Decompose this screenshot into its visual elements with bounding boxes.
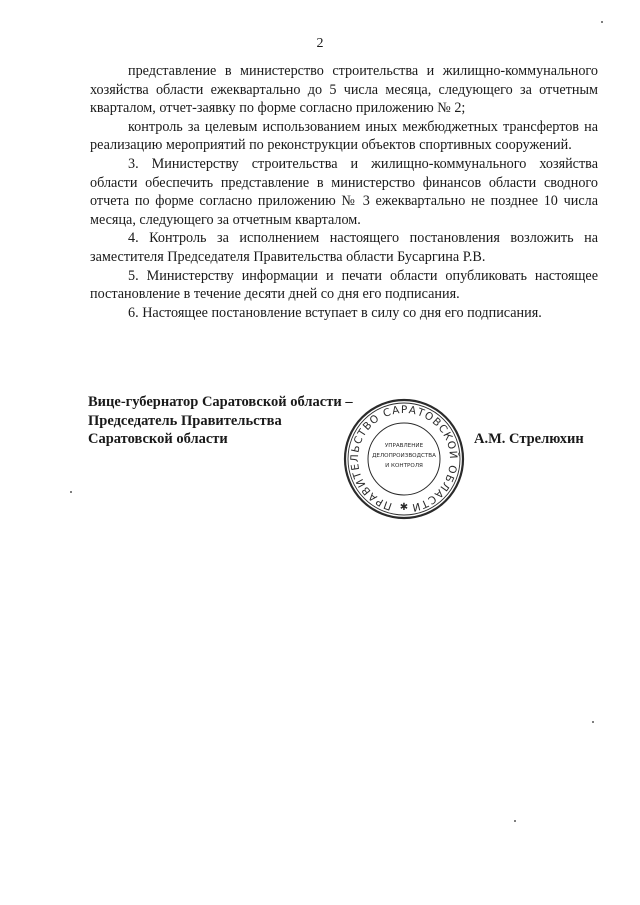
seal-outer-text: ПРАВИТЕЛЬСТВО САРАТОВСКОЙ ОБЛАСТИ [348, 403, 460, 514]
paragraph: 3. Министерству строительства и жилищно-коммунального хозяйства области обеспечить представление в министерство финансов области сводного отчета по форме согласно приложению № 3 ежеквартально не позднее 10 числа месяца, следующего за отчетным кварталом. [90, 155, 598, 228]
paragraph: 4. Контроль за исполнением настоящего постановления возложить на заместителя Председателя Правительства области Бусаргина Р.В. [90, 230, 598, 265]
paragraph: контроль за целевым использованием иных межбюджетных трансфертов на реализацию мероприятий по реконструкции объектов спортивных сооружений. [90, 118, 598, 154]
position-line: Вице-губернатор Саратовской области – [88, 394, 353, 410]
scan-speck [592, 721, 594, 723]
position-line: Саратовской области [88, 431, 228, 448]
position-line: Председатель Правительства [88, 412, 282, 429]
seal-inner-line: И КОНТРОЛЯ [385, 463, 423, 469]
scan-speck [70, 491, 72, 493]
scan-speck [601, 21, 603, 23]
signatory-position [88, 393, 368, 449]
signer-name: А.М. Стрелюхин [474, 431, 584, 447]
scan-speck [514, 820, 516, 822]
paragraph: 5. Министерству информации и печати области опубликовать настоящее постановление в течение десяти дней со дня его подписания. [90, 267, 598, 303]
paragraph: 6. Настоящее постановление вступает в силу со дня его подписания. [128, 304, 542, 321]
seal-inner-line: ДЕЛОПРОИЗВОДСТВА [372, 453, 436, 459]
seal-star-icon: ✱ [399, 502, 409, 513]
seal-inner-line: УПРАВЛЕНИЕ [384, 443, 424, 449]
page-number: 2 [316, 36, 324, 51]
official-seal [342, 397, 466, 521]
document-body [90, 62, 598, 322]
paragraph: представление в министерство строительства и жилищно-коммунального хозяйства области ежеквартально до 5 числа месяца, следующего за отчетным кварталом, отчет-заявку по форме согласно приложению № 2; [90, 63, 598, 117]
